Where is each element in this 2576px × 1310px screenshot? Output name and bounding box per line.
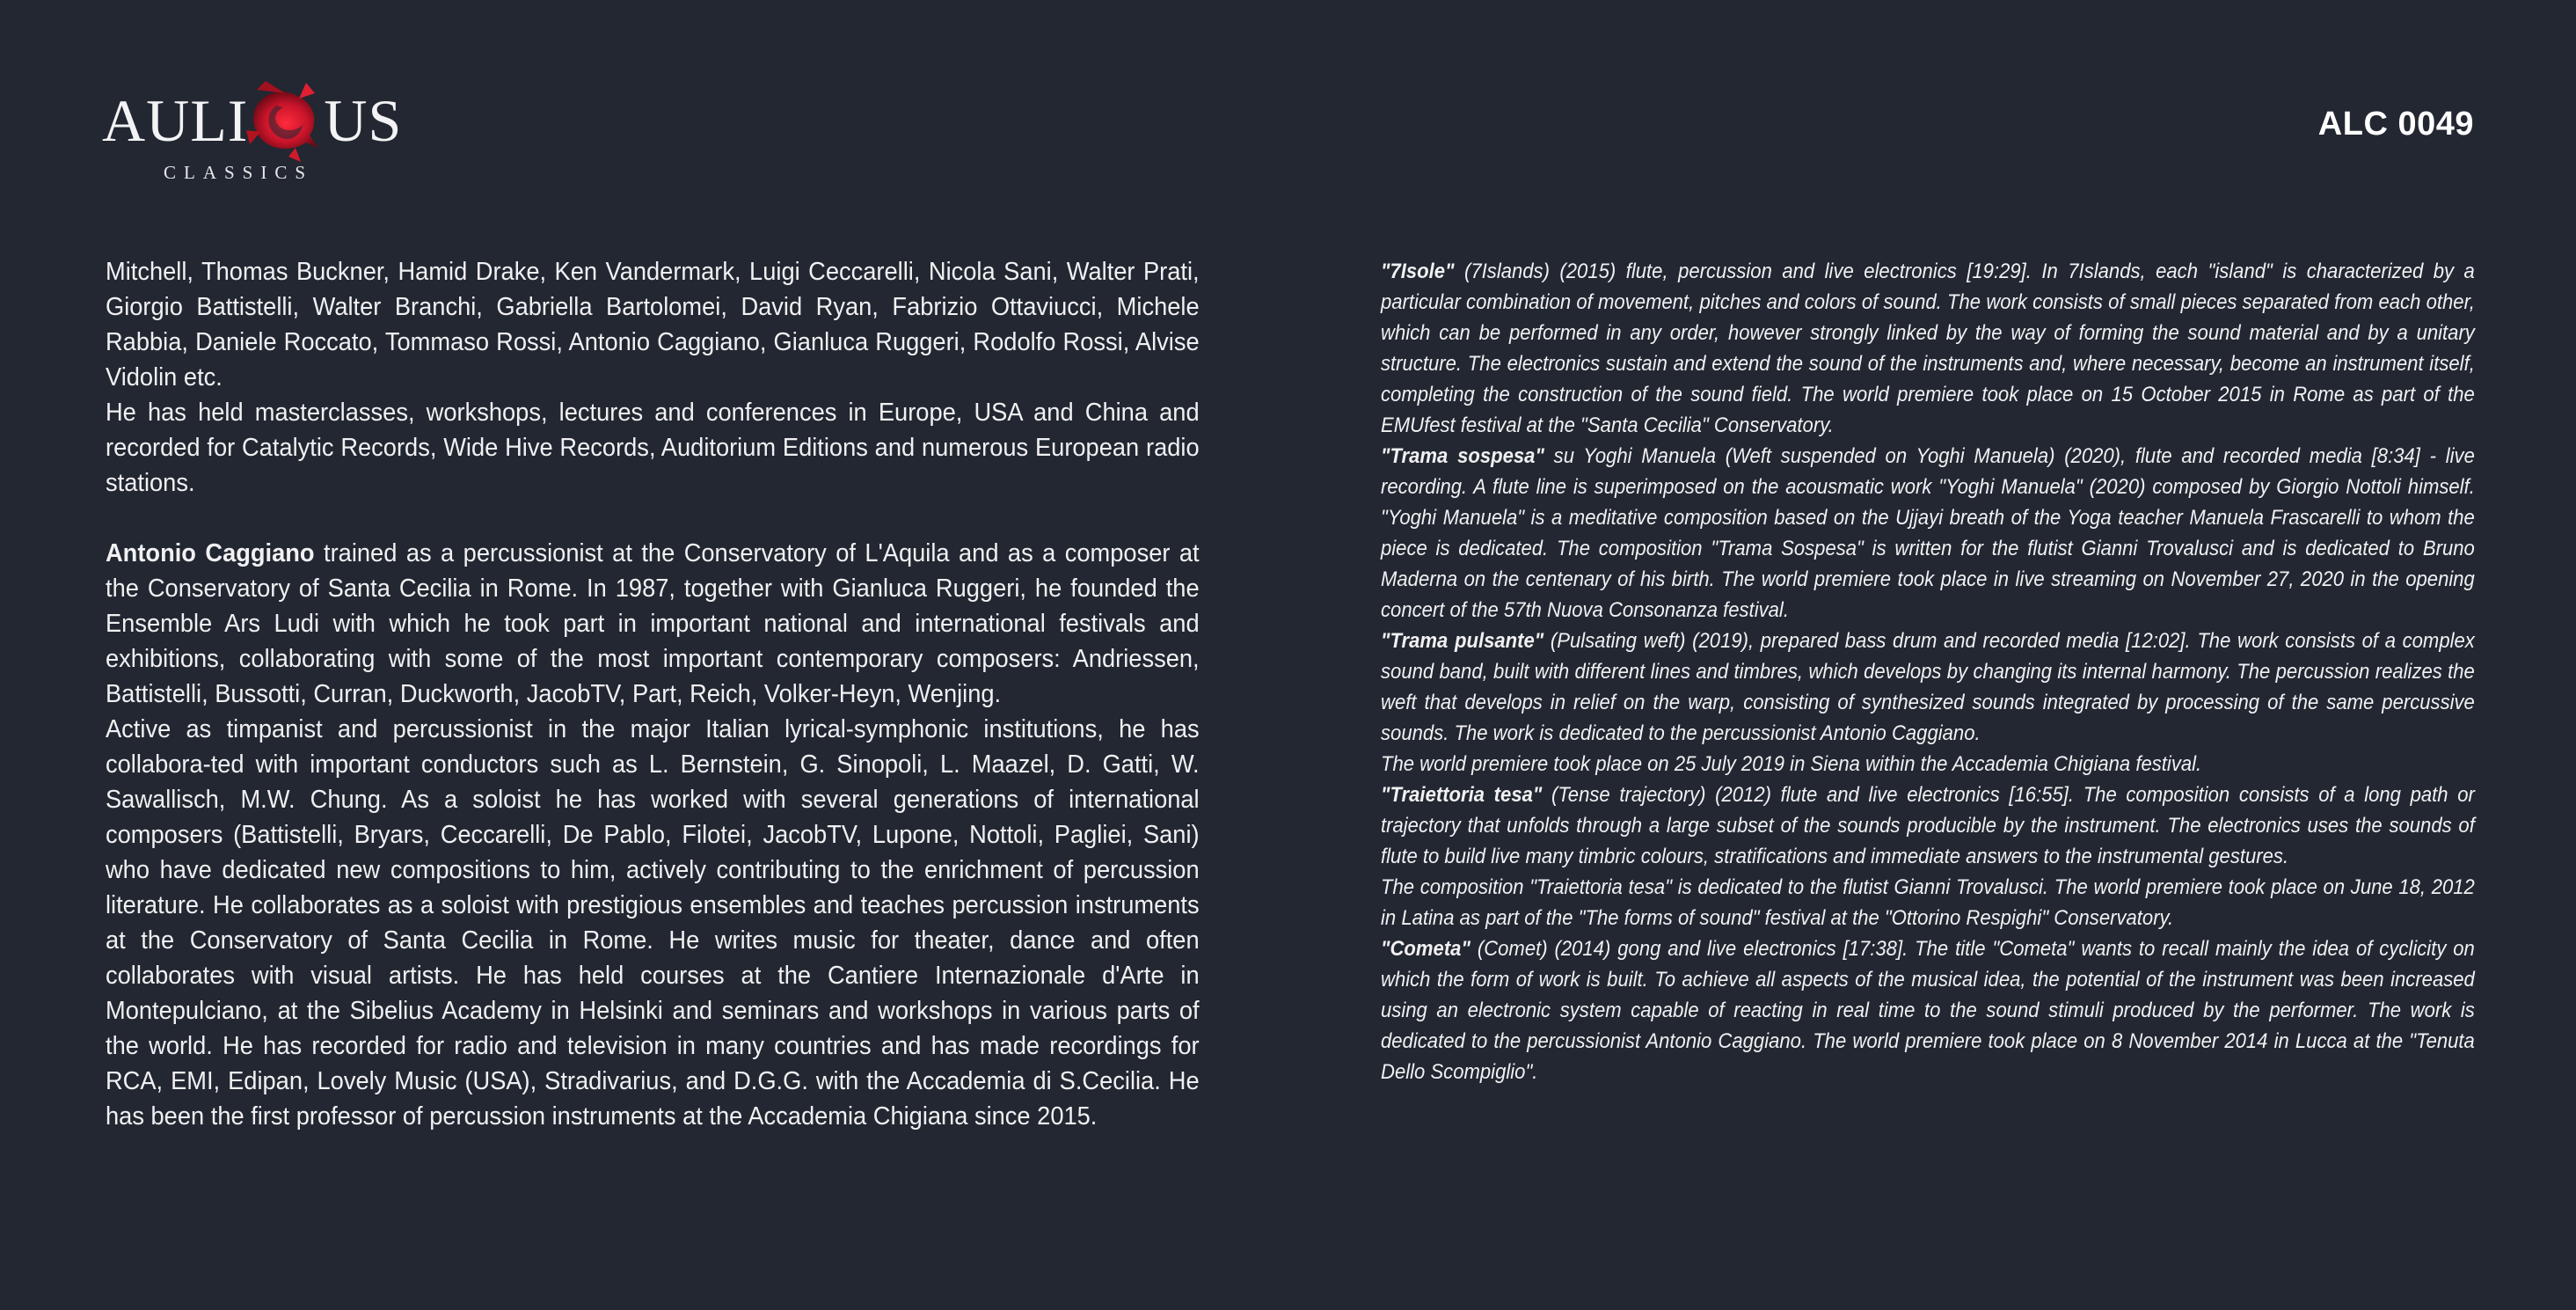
work-entry — [1381, 779, 2475, 872]
work-entry — [1381, 256, 2475, 441]
work-title: "7Isole" — [1381, 260, 1455, 283]
catalog-number: ALC 0049 — [2317, 106, 2474, 143]
work-premiere: The composition "Traiettoria tesa" is dedicated to the flutist Gianni Trovalusci. The world premiere took place on June 18, 2012 in Latina as part of the "The forms of sound" festival at the "Ottorino Respighi" Conservatory. — [1381, 875, 2475, 930]
work-entry — [1381, 933, 2475, 1087]
work-description: (Comet) (2014) gong and live electronics [17:38]. The title "Cometa" wants to recall mainly the idea of cyclicity on which the form of work is built. To achieve all aspects of the musical idea, the potential of the instrument was been increased using an electronic system capable of reacting in real time to the sound stimuli produced by the performer. The work is dedicated to the percussionist Antonio Caggiano. The world premiere took place on 8 November 2014 in Lucca at the "Tenuta Dello Scompiglio". — [1381, 937, 2475, 1084]
logo-text-right: US — [324, 87, 403, 154]
work-entry — [1381, 626, 2475, 749]
work-description: (7Islands) (2015) flute, percussion and live electronics [19:29]. In 7Islands, each "island" is characterized by a particular combination of movement, pitches and colors of sound. The work consists of small pieces separated from each other, which can be performed in any order, however strongly linked by the way of forming the sound material and by a unitary structure. The electronics sustain and extend the sound of the instruments and, where necessary, become an instrument itself, completing the construction of the sound field. The world premiere took place on 15 October 2015 in Rome as part of the EMUfest festival at the "Santa Cecilia" Conservatory. — [1381, 260, 2475, 437]
bio-paragraph: Active as timpanist and percussionist in the major Italian lyrical-symphonic institutions, he has collabora-ted with important conductors such as L. Bernstein, G. Sinopoli, L. Maazel, D. Gatti, W. Sawallisch, M.W. Chung. As a soloist he has worked with several generations of international composers (Battistelli, Bryars, Ceccarelli, De Pablo, Filotei, JacobTV, Lupone, Nottoli, Pagliei, Sani) who have dedicated new compositions to him, actively contributing to the enrichment of percussion literature. He collaborates as a soloist with prestigious ensembles and teaches percussion instruments at the Conservatory of Santa Cecilia in Rome. He writes music for theater, dance and often collaborates with visual artists. He has held courses at the Cantiere Internazionale d'Arte in Montepulciano, at the Sibelius Academy in Helsinki and seminars and workshops in various parts of the world. He has recorded for radio and television in many countries and has made recordings for RCA, EMI, Edipan, Lovely Music (USA), Stradivarius, and D.G.G. with the Accademia di S.Cecilia. He has been the first professor of percussion instruments at the Accademia Chigiana since 2015. — [106, 715, 1200, 1131]
work-title: "Cometa" — [1381, 937, 1470, 961]
bio-paragraph: Mitchell, Thomas Buckner, Hamid Drake, Ken Vandermark, Luigi Ceccarelli, Nicola Sani, Walter Prati, Giorgio Battistelli, Walter Branchi, Gabriella Bartolomei, David Ryan, Fabrizio Ottaviucci, Michele Rabbia, Daniele Roccato, Tommaso Rossi, Antonio Caggiano, Gianluca Ruggeri, Rodolfo Rossi, Alvise Vidolin etc. — [106, 258, 1200, 392]
red-swirl-logo-icon — [230, 74, 336, 171]
performer-name: Antonio Caggiano — [106, 539, 315, 567]
work-title: "Trama pulsante" — [1381, 629, 1544, 653]
work-entry — [1381, 441, 2475, 626]
auditus-classics-logo — [102, 74, 403, 188]
logo-text-left: AULI — [102, 87, 249, 154]
work-title: "Traiettoria tesa" — [1381, 783, 1543, 807]
work-description: (Tense trajectory) (2012) flute and live electronics [16:55]. The composition consists of a long path or trajectory that unfolds through a large subset of the sounds producible by the instrument. The electronics uses the sounds of flute to build live many timbric colours, stratifications and immediate answers to the instrumental gestures. — [1381, 783, 2475, 868]
works-column — [1381, 256, 2475, 1087]
work-title: "Trama sospesa" — [1381, 444, 1544, 468]
work-description: (Pulsating weft) (2019), prepared bass drum and recorded media [12:02]. The work consists of a complex sound band, built with different lines and timbres, which develops by changing its internal harmony. The percussion realizes the weft that develops in relief on the warp, consisting of synthesized sounds integrated by processing of the same percussive sounds. The work is dedicated to the percussionist Antonio Caggiano. — [1381, 629, 2475, 745]
biography-column — [106, 254, 1200, 1134]
logo-subtitle: CLASSICS — [164, 162, 314, 183]
work-description: su Yoghi Manuela (Weft suspended on Yoghi Manuela) (2020), flute and recorded media [8:34] - live recording. A flute line is superimposed on the acousmatic work "Yoghi Manuela" (2020) composed by Giorgio Nottoli himself. "Yoghi Manuela" is a meditative composition based on the Ujjayi breath of the Yoga teacher Manuela Frascarelli to whom the piece is dedicated. The composition "Trama Sospesa" is written for the flutist Gianni Trovalusci and is dedicated to Bruno Maderna on the centenary of his birth. The world premiere took place in live streaming on November 27, 2020 in the opening concert of the 57th Nuova Consonanza festival. — [1381, 444, 2475, 622]
work-premiere: The world premiere took place on 25 July 2019 in Siena within the Accademia Chigiana festival. — [1381, 752, 2202, 776]
bio-text: trained as a percussionist at the Conservatory of L'Aquila and as a composer at the Conservatory of Santa Cecilia in Rome. In 1987, together with Gianluca Ruggeri, he founded the Ensemble Ars Ludi with which he took part in important national and international festivals and exhibitions, collaborating with some of the most important contemporary composers: Andriessen, Battistelli, Bussotti, Curran, Duckworth, JacobTV, Part, Reich, Volker-Heyn, Wenjing. — [106, 539, 1200, 708]
bio-paragraph: He has held masterclasses, workshops, lectures and conferences in Europe, USA and China and recorded for Catalytic Records, Wide Hive Records, Auditorium Editions and numerous European radio stations. — [106, 399, 1200, 497]
bio-paragraph — [106, 536, 1200, 712]
